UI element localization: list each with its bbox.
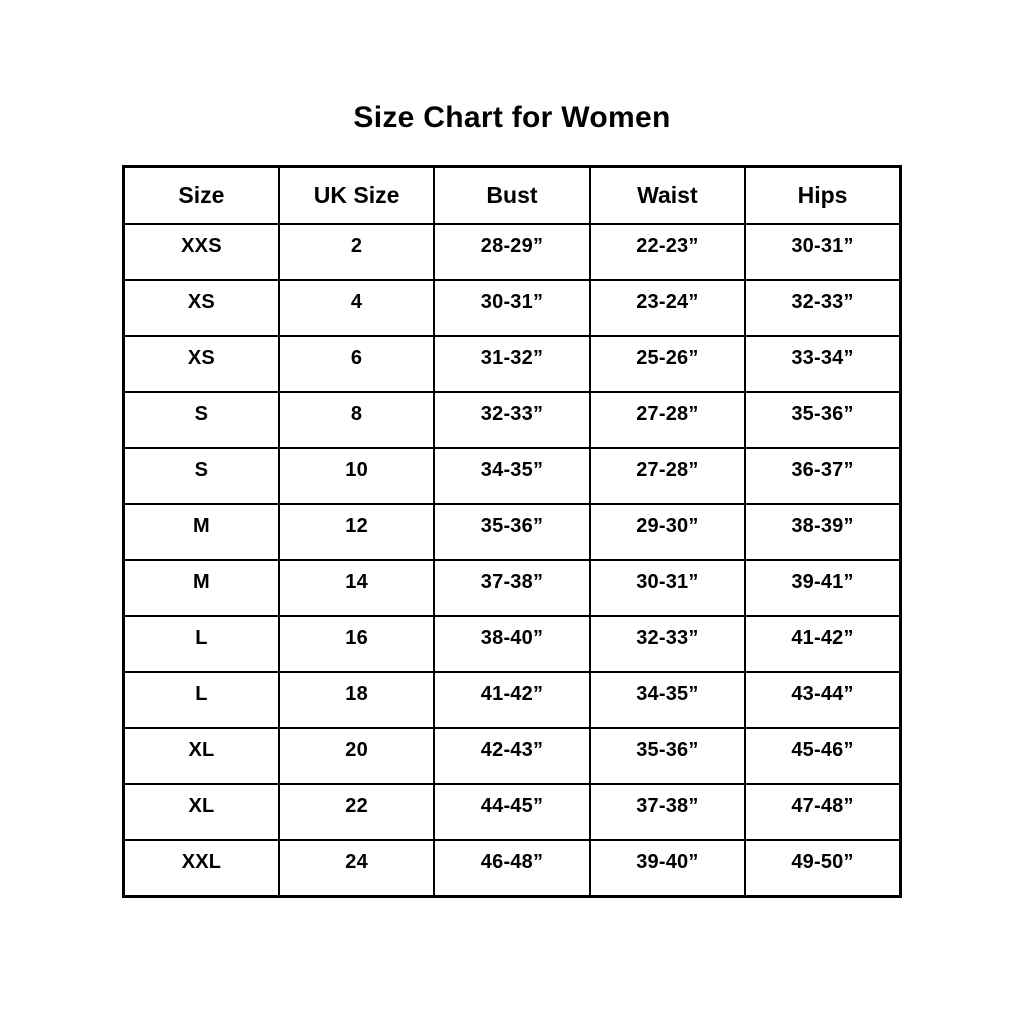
table-cell: 14 xyxy=(279,560,434,616)
table-cell: XXS xyxy=(124,224,279,280)
table-cell: 6 xyxy=(279,336,434,392)
column-header-bust: Bust xyxy=(434,167,589,225)
table-cell: 16 xyxy=(279,616,434,672)
table-cell: 28-29” xyxy=(434,224,589,280)
table-cell: 33-34” xyxy=(745,336,900,392)
table-cell: 39-41” xyxy=(745,560,900,616)
table-cell: 2 xyxy=(279,224,434,280)
table-cell: 32-33” xyxy=(745,280,900,336)
table-row xyxy=(124,504,901,560)
table-cell: 38-40” xyxy=(434,616,589,672)
table-cell: 45-46” xyxy=(745,728,900,784)
table-cell: 8 xyxy=(279,392,434,448)
table-cell: 37-38” xyxy=(434,560,589,616)
column-header-uk-size: UK Size xyxy=(279,167,434,225)
table-cell: 27-28” xyxy=(590,392,745,448)
table-cell: 46-48” xyxy=(434,840,589,897)
table-cell: 35-36” xyxy=(434,504,589,560)
table-cell: 34-35” xyxy=(590,672,745,728)
table-cell: 41-42” xyxy=(745,616,900,672)
table-cell: 29-30” xyxy=(590,504,745,560)
table-cell: M xyxy=(124,504,279,560)
table-cell: 44-45” xyxy=(434,784,589,840)
column-header-size: Size xyxy=(124,167,279,225)
size-chart-table xyxy=(122,165,902,898)
table-cell: 37-38” xyxy=(590,784,745,840)
table-body xyxy=(124,224,901,897)
table-cell: 47-48” xyxy=(745,784,900,840)
table-cell: XXL xyxy=(124,840,279,897)
header-row xyxy=(124,167,901,225)
table-cell: 22 xyxy=(279,784,434,840)
table-cell: 42-43” xyxy=(434,728,589,784)
table-cell: 24 xyxy=(279,840,434,897)
table-cell: 4 xyxy=(279,280,434,336)
table-cell: 49-50” xyxy=(745,840,900,897)
table-cell: L xyxy=(124,672,279,728)
table-row xyxy=(124,336,901,392)
table-cell: 30-31” xyxy=(745,224,900,280)
table-cell: XL xyxy=(124,728,279,784)
table-row xyxy=(124,392,901,448)
table-cell: 30-31” xyxy=(590,560,745,616)
table-cell: M xyxy=(124,560,279,616)
table-cell: 38-39” xyxy=(745,504,900,560)
table-header xyxy=(124,167,901,225)
table-cell: 12 xyxy=(279,504,434,560)
table-row xyxy=(124,224,901,280)
table-row xyxy=(124,616,901,672)
table-cell: 36-37” xyxy=(745,448,900,504)
table-row xyxy=(124,728,901,784)
table-cell: L xyxy=(124,616,279,672)
table-row xyxy=(124,784,901,840)
table-cell: 41-42” xyxy=(434,672,589,728)
table-cell: S xyxy=(124,448,279,504)
column-header-waist: Waist xyxy=(590,167,745,225)
table-cell: 34-35” xyxy=(434,448,589,504)
table-cell: 35-36” xyxy=(745,392,900,448)
table-row xyxy=(124,672,901,728)
table-cell: 30-31” xyxy=(434,280,589,336)
table-cell: XS xyxy=(124,280,279,336)
table-row xyxy=(124,840,901,897)
table-cell: XS xyxy=(124,336,279,392)
table-cell: 27-28” xyxy=(590,448,745,504)
table-cell: S xyxy=(124,392,279,448)
table-row xyxy=(124,448,901,504)
table-row xyxy=(124,280,901,336)
table-cell: 10 xyxy=(279,448,434,504)
table-cell: 35-36” xyxy=(590,728,745,784)
table-cell: 32-33” xyxy=(590,616,745,672)
column-header-hips: Hips xyxy=(745,167,900,225)
table-cell: 23-24” xyxy=(590,280,745,336)
table-cell: XL xyxy=(124,784,279,840)
table-row xyxy=(124,560,901,616)
table-cell: 31-32” xyxy=(434,336,589,392)
page-title: Size Chart for Women xyxy=(353,101,671,134)
table-cell: 22-23” xyxy=(590,224,745,280)
table-cell: 18 xyxy=(279,672,434,728)
table-cell: 43-44” xyxy=(745,672,900,728)
table-cell: 25-26” xyxy=(590,336,745,392)
table-cell: 32-33” xyxy=(434,392,589,448)
table-cell: 20 xyxy=(279,728,434,784)
table-cell: 39-40” xyxy=(590,840,745,897)
